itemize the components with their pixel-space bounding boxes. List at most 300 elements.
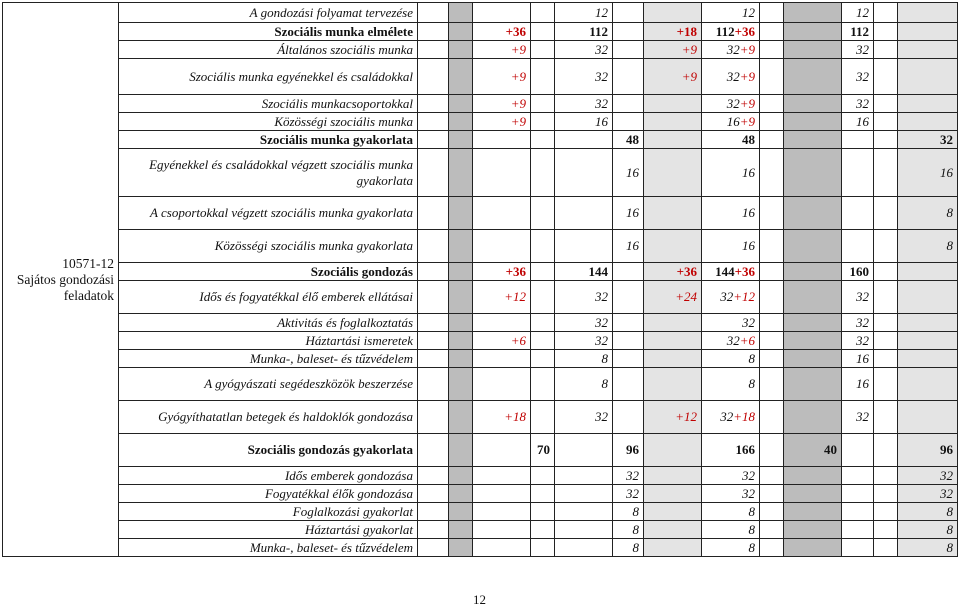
value-cell (784, 59, 842, 95)
value-cell (531, 113, 555, 131)
value-cell (874, 149, 898, 197)
value-cell: 32+9 (702, 95, 760, 113)
table-row (3, 434, 958, 467)
table-row (3, 3, 958, 23)
value-cell: 32 (555, 332, 613, 350)
value-cell (760, 314, 784, 332)
table-row (3, 332, 958, 350)
value-cell (760, 23, 784, 41)
table-row (3, 41, 958, 59)
value-cell (449, 368, 473, 401)
value-cell: 144+36 (702, 263, 760, 281)
value-cell (418, 368, 449, 401)
value-cell (449, 131, 473, 149)
value-cell (644, 3, 702, 23)
value-cell (760, 332, 784, 350)
value-cell (555, 521, 613, 539)
value-cell (418, 521, 449, 539)
value-cell (449, 3, 473, 23)
value-cell (531, 539, 555, 557)
value-cell (613, 314, 644, 332)
value-cell (874, 230, 898, 263)
value-cell (644, 95, 702, 113)
value-cell: +9 (473, 41, 531, 59)
value-cell: 32 (842, 314, 874, 332)
value-cell: 8 (702, 539, 760, 557)
value-cell: 32 (555, 59, 613, 95)
value-cell (644, 503, 702, 521)
value-cell (555, 467, 613, 485)
value-cell: 112+36 (702, 23, 760, 41)
value-cell (644, 314, 702, 332)
table-row (3, 263, 958, 281)
table-row (3, 23, 958, 41)
value-cell (473, 485, 531, 503)
value-cell (473, 368, 531, 401)
value-cell (874, 263, 898, 281)
row-label: Szociális munka gyakorlata (119, 131, 418, 149)
value-cell: 32 (613, 485, 644, 503)
value-cell: 32 (898, 467, 958, 485)
value-cell (531, 23, 555, 41)
value-cell (784, 263, 842, 281)
value-cell: +36 (473, 263, 531, 281)
value-cell (874, 23, 898, 41)
value-cell (531, 485, 555, 503)
value-cell (418, 434, 449, 467)
value-cell (874, 113, 898, 131)
value-cell (644, 350, 702, 368)
value-cell: +12 (644, 401, 702, 434)
value-cell: 32 (842, 332, 874, 350)
value-cell: 32 (555, 41, 613, 59)
value-cell: 96 (613, 434, 644, 467)
row-label: Szociális munka egyénekkel és családokkal (119, 59, 418, 95)
value-cell (449, 149, 473, 197)
value-cell: 32+6 (702, 332, 760, 350)
value-cell: 8 (702, 503, 760, 521)
value-cell: 16 (898, 149, 958, 197)
value-cell: +9 (473, 95, 531, 113)
value-cell (531, 401, 555, 434)
value-cell: +9 (473, 59, 531, 95)
value-cell: 8 (898, 503, 958, 521)
value-cell: 32 (555, 314, 613, 332)
table-row (3, 503, 958, 521)
value-cell (874, 281, 898, 314)
value-cell (418, 503, 449, 521)
value-cell (613, 113, 644, 131)
value-cell (449, 230, 473, 263)
table-row (3, 281, 958, 314)
table-row (3, 59, 958, 95)
value-cell (842, 434, 874, 467)
value-cell: 32 (613, 467, 644, 485)
table-row (3, 521, 958, 539)
value-cell (555, 485, 613, 503)
value-cell: 8 (702, 368, 760, 401)
value-cell (760, 197, 784, 230)
value-cell (760, 503, 784, 521)
value-cell (784, 350, 842, 368)
value-cell (898, 368, 958, 401)
value-cell: 32 (842, 41, 874, 59)
value-cell: 16 (702, 149, 760, 197)
value-cell (898, 332, 958, 350)
value-cell (874, 467, 898, 485)
value-cell (418, 467, 449, 485)
value-cell (784, 332, 842, 350)
value-cell: +9 (644, 59, 702, 95)
value-cell (874, 434, 898, 467)
table-row (3, 149, 958, 197)
value-cell (531, 503, 555, 521)
value-cell (874, 59, 898, 95)
value-cell (449, 59, 473, 95)
value-cell (473, 197, 531, 230)
value-cell (449, 521, 473, 539)
row-label: Közösségi szociális munka (119, 113, 418, 131)
value-cell (760, 113, 784, 131)
value-cell (784, 197, 842, 230)
value-cell: 70 (531, 434, 555, 467)
value-cell (874, 41, 898, 59)
value-cell (449, 401, 473, 434)
table-row (3, 401, 958, 434)
value-cell (784, 23, 842, 41)
value-cell (898, 3, 958, 23)
value-cell (898, 41, 958, 59)
value-cell (531, 281, 555, 314)
value-cell (760, 485, 784, 503)
value-cell (418, 23, 449, 41)
value-cell (418, 41, 449, 59)
value-cell: +12 (473, 281, 531, 314)
value-cell: 48 (702, 131, 760, 149)
value-cell (874, 3, 898, 23)
value-cell (418, 350, 449, 368)
value-cell (784, 521, 842, 539)
value-cell: 8 (555, 350, 613, 368)
value-cell (449, 503, 473, 521)
value-cell: 8 (702, 521, 760, 539)
table-row (3, 131, 958, 149)
value-cell (531, 263, 555, 281)
table-row (3, 368, 958, 401)
value-cell (449, 485, 473, 503)
value-cell (531, 230, 555, 263)
value-cell: 16 (702, 197, 760, 230)
value-cell (784, 230, 842, 263)
table-row (3, 485, 958, 503)
value-cell (531, 368, 555, 401)
value-cell (760, 539, 784, 557)
value-cell: 12 (842, 3, 874, 23)
value-cell (760, 281, 784, 314)
value-cell: 16 (842, 113, 874, 131)
value-cell (473, 314, 531, 332)
value-cell (613, 41, 644, 59)
value-cell (760, 95, 784, 113)
value-cell: +36 (473, 23, 531, 41)
value-cell (842, 149, 874, 197)
value-cell (760, 350, 784, 368)
value-cell (449, 467, 473, 485)
value-cell (898, 95, 958, 113)
value-cell (760, 263, 784, 281)
value-cell (555, 230, 613, 263)
value-cell: 32 (702, 467, 760, 485)
value-cell: +9 (473, 113, 531, 131)
value-cell (449, 281, 473, 314)
value-cell (449, 434, 473, 467)
value-cell (760, 521, 784, 539)
value-cell (531, 314, 555, 332)
value-cell (449, 539, 473, 557)
table-row (3, 197, 958, 230)
value-cell (473, 131, 531, 149)
value-cell: 8 (702, 350, 760, 368)
value-cell (449, 314, 473, 332)
value-cell: 12 (702, 3, 760, 23)
value-cell (842, 230, 874, 263)
value-cell (784, 113, 842, 131)
value-cell (613, 401, 644, 434)
value-cell (449, 197, 473, 230)
value-cell (613, 3, 644, 23)
table-row (3, 314, 958, 332)
module-cell (3, 3, 119, 557)
value-cell (874, 332, 898, 350)
value-cell (784, 281, 842, 314)
value-cell (531, 3, 555, 23)
value-cell (531, 332, 555, 350)
value-cell (418, 401, 449, 434)
value-cell (784, 3, 842, 23)
value-cell (418, 332, 449, 350)
value-cell (784, 467, 842, 485)
value-cell (874, 539, 898, 557)
value-cell (874, 521, 898, 539)
value-cell (555, 149, 613, 197)
row-label: Munka-, baleset- és tűzvédelem (119, 539, 418, 557)
value-cell (760, 230, 784, 263)
value-cell (898, 350, 958, 368)
row-label: Háztartási ismeretek (119, 332, 418, 350)
value-cell: +24 (644, 281, 702, 314)
row-label: Általános szociális munka (119, 41, 418, 59)
value-cell: 8 (898, 197, 958, 230)
value-cell: 160 (842, 263, 874, 281)
value-cell (784, 368, 842, 401)
row-label: Gyógyíthatatlan betegek és haldoklók gondozása (119, 401, 418, 434)
row-label: Idős emberek gondozása (119, 467, 418, 485)
value-cell (613, 281, 644, 314)
value-cell (760, 59, 784, 95)
value-cell (449, 350, 473, 368)
row-label: Közösségi szociális munka gyakorlata (119, 230, 418, 263)
value-cell (644, 149, 702, 197)
value-cell: 32 (842, 281, 874, 314)
value-cell (644, 131, 702, 149)
value-cell (898, 59, 958, 95)
value-cell: 144 (555, 263, 613, 281)
value-cell (898, 281, 958, 314)
value-cell (613, 332, 644, 350)
value-cell (874, 131, 898, 149)
value-cell: +18 (473, 401, 531, 434)
value-cell: 16 (842, 350, 874, 368)
value-cell (784, 95, 842, 113)
value-cell (784, 149, 842, 197)
value-cell (418, 3, 449, 23)
value-cell (842, 521, 874, 539)
value-cell (531, 521, 555, 539)
value-cell (898, 113, 958, 131)
value-cell (760, 401, 784, 434)
value-cell (449, 95, 473, 113)
value-cell (449, 332, 473, 350)
value-cell: 32 (702, 314, 760, 332)
value-cell (531, 197, 555, 230)
value-cell (531, 131, 555, 149)
value-cell: 32+18 (702, 401, 760, 434)
value-cell (842, 197, 874, 230)
value-cell: +36 (644, 263, 702, 281)
value-cell (473, 521, 531, 539)
value-cell: 32 (555, 281, 613, 314)
value-cell: +9 (644, 41, 702, 59)
value-cell (842, 131, 874, 149)
value-cell: 8 (898, 521, 958, 539)
row-label: Munka-, baleset- és tűzvédelem (119, 350, 418, 368)
value-cell: 32+9 (702, 59, 760, 95)
value-cell (418, 230, 449, 263)
module-name: Sajátos gondozási feladatok (16, 271, 114, 303)
value-cell (644, 485, 702, 503)
value-cell (760, 131, 784, 149)
row-label: Fogyatékkal élők gondozása (119, 485, 418, 503)
value-cell (555, 197, 613, 230)
value-cell: 8 (613, 539, 644, 557)
curriculum-table (2, 2, 958, 557)
table-row (3, 350, 958, 368)
row-label: A gondozási folyamat tervezése (119, 3, 418, 23)
value-cell (644, 230, 702, 263)
value-cell (555, 539, 613, 557)
value-cell (531, 41, 555, 59)
value-cell (613, 95, 644, 113)
value-cell: 32 (898, 485, 958, 503)
value-cell (898, 23, 958, 41)
value-cell (555, 503, 613, 521)
value-cell (613, 368, 644, 401)
value-cell (473, 230, 531, 263)
value-cell (531, 149, 555, 197)
value-cell (874, 314, 898, 332)
value-cell: 96 (898, 434, 958, 467)
value-cell (784, 314, 842, 332)
value-cell: 32 (555, 95, 613, 113)
value-cell (473, 434, 531, 467)
value-cell (842, 467, 874, 485)
value-cell (449, 263, 473, 281)
value-cell (644, 332, 702, 350)
value-cell: 8 (555, 368, 613, 401)
value-cell (644, 368, 702, 401)
value-cell (784, 539, 842, 557)
value-cell: 112 (842, 23, 874, 41)
value-cell (449, 23, 473, 41)
value-cell: 48 (613, 131, 644, 149)
value-cell (644, 521, 702, 539)
table-row (3, 467, 958, 485)
value-cell (613, 59, 644, 95)
value-cell: 40 (784, 434, 842, 467)
value-cell: 16 (555, 113, 613, 131)
value-cell (760, 368, 784, 401)
table-row (3, 95, 958, 113)
page-number: 12 (473, 592, 486, 607)
value-cell (784, 503, 842, 521)
value-cell: +6 (473, 332, 531, 350)
value-cell (784, 131, 842, 149)
value-cell: +18 (644, 23, 702, 41)
value-cell (784, 41, 842, 59)
row-label: Szociális munkacsoportokkal (119, 95, 418, 113)
value-cell (418, 314, 449, 332)
row-label: Foglalkozási gyakorlat (119, 503, 418, 521)
row-label: Szociális gondozás (119, 263, 418, 281)
value-cell (473, 503, 531, 521)
value-cell (473, 149, 531, 197)
value-cell (644, 434, 702, 467)
value-cell (449, 41, 473, 59)
value-cell: 8 (898, 539, 958, 557)
table-row (3, 230, 958, 263)
value-cell: 32 (555, 401, 613, 434)
value-cell: 8 (898, 230, 958, 263)
row-label: A gyógyászati segédeszközök beszerzése (119, 368, 418, 401)
value-cell (473, 539, 531, 557)
value-cell (760, 434, 784, 467)
value-cell: 16 (702, 230, 760, 263)
value-cell (613, 23, 644, 41)
value-cell (898, 401, 958, 434)
value-cell (418, 281, 449, 314)
value-cell (531, 59, 555, 95)
value-cell: 32 (842, 59, 874, 95)
row-label: Idős és fogyatékkal élő emberek ellátásai (119, 281, 418, 314)
row-label: Háztartási gyakorlat (119, 521, 418, 539)
row-label: A csoportokkal végzett szociális munka gyakorlata (119, 197, 418, 230)
value-cell (473, 350, 531, 368)
row-label: Szociális gondozás gyakorlata (119, 434, 418, 467)
value-cell (898, 263, 958, 281)
value-cell: 12 (555, 3, 613, 23)
value-cell (842, 503, 874, 521)
value-cell: 8 (613, 503, 644, 521)
row-label: Egyénekkel és családokkal végzett szociális munka gyakorlata (119, 149, 418, 197)
value-cell (644, 467, 702, 485)
row-label: Aktivitás és foglalkoztatás (119, 314, 418, 332)
value-cell (874, 350, 898, 368)
value-cell (898, 314, 958, 332)
value-cell (473, 467, 531, 485)
value-cell (874, 401, 898, 434)
value-cell: 32 (898, 131, 958, 149)
value-cell (874, 503, 898, 521)
